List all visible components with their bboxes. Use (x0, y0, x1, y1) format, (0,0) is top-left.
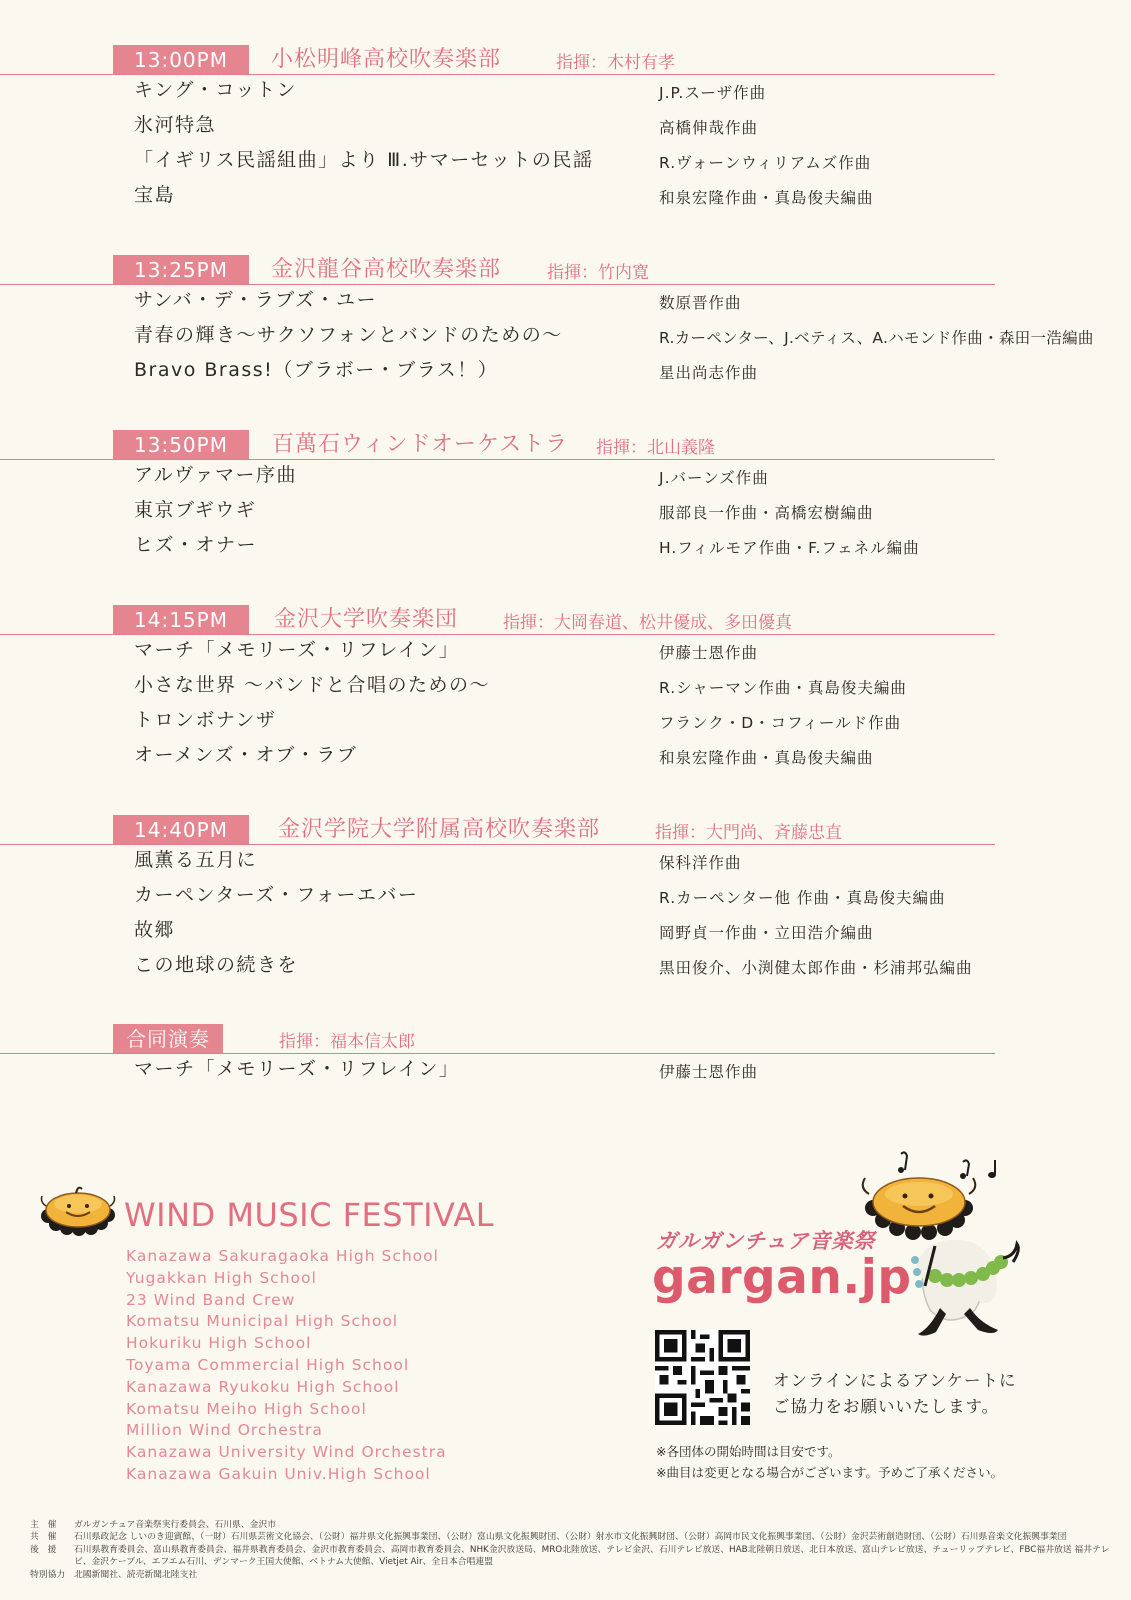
piece-title: この地球の続きを (134, 954, 299, 976)
piece-title: トロンボナンザ (134, 709, 277, 731)
piece-composer: 高橋伸哉作曲 (659, 119, 759, 137)
school-item: Kanazawa Ryukoku High School (126, 1377, 400, 1396)
band-name: 金沢大学吹奏楽団 (274, 607, 459, 632)
piece-composer: 黒田俊介、小渕健太郎作曲・杉浦邦弘編曲 (659, 959, 973, 977)
school-item: 23 Wind Band Crew (126, 1290, 296, 1309)
time-badge: 13:00PM (113, 45, 249, 74)
conductor: 指揮：大岡春道、松井優成、多田優真 (503, 613, 792, 633)
credit-label: 後 援 (30, 1544, 57, 1555)
program-section (0, 1024, 1000, 1089)
time-badge: 14:40PM (113, 815, 249, 844)
piece-title: 氷河特急 (134, 114, 217, 136)
piece-title: 故郷 (134, 919, 176, 941)
qr-code-icon[interactable] (655, 1330, 750, 1425)
mascot-illustration-icon (855, 1150, 1035, 1345)
piece-row (0, 530, 1000, 565)
piece-composer: R.カーペンター、J.ベティス、A.ハモンド作曲・森田一浩編曲 (659, 329, 1094, 347)
school-item: Kanazawa Sakuragaoka High School (126, 1247, 439, 1265)
piece-composer: H.フィルモア作曲・F.フェネル編曲 (659, 539, 920, 557)
piece-title: アルヴァマー序曲 (134, 464, 298, 486)
time-badge: 13:50PM (113, 430, 249, 459)
piece-row (0, 740, 1000, 775)
notes (656, 1441, 1003, 1483)
time-badge: 13:25PM (113, 255, 249, 284)
piece-row (0, 915, 1000, 950)
time-badge: 14:15PM (113, 605, 249, 634)
piece-title: ヒズ・オナー (134, 534, 258, 556)
piece-composer: 和泉宏隆作曲・真島俊夫編曲 (659, 189, 874, 207)
program-section (0, 815, 1000, 985)
piece-row (0, 705, 1000, 740)
piece-composer: R.シャーマン作曲・真島俊夫編曲 (659, 679, 907, 697)
piece-row (0, 1054, 1000, 1089)
piece-row (0, 495, 1000, 530)
piece-list (0, 285, 1094, 390)
piece-title: 青春の輝き〜サクソフォンとバンドのための〜 (134, 324, 563, 346)
survey-line: ご協力をお願いいたします。 (773, 1397, 1000, 1416)
piece-composer: J.P.スーザ作曲 (659, 84, 767, 102)
piece-composer: 和泉宏隆作曲・真島俊夫編曲 (659, 749, 874, 767)
note-line: ※曲目は変更となる場合がございます。予めご了承ください。 (656, 1465, 1003, 1480)
piece-row (0, 285, 1000, 320)
credits (30, 1519, 1110, 1581)
piece-title: Bravo Brass!（ブラボー・ブラス！） (134, 359, 499, 381)
piece-title: 東京ブギウギ (134, 499, 257, 521)
piece-row (0, 180, 1000, 215)
piece-row (0, 845, 1000, 880)
piece-title: 宝島 (134, 184, 176, 206)
band-name: 百萬石ウィンドオーケストラ (272, 432, 569, 457)
conductor: 指揮：北山義隆 (596, 438, 715, 458)
piece-title: サンバ・デ・ラブズ・ユー (134, 289, 377, 311)
band-name: 小松明峰高校吹奏楽部 (271, 47, 502, 72)
piece-composer: 数原晋作曲 (659, 294, 742, 312)
credit-value: 石川県政記念 しいのき迎賓館、（一財）石川県芸術文化協会、（公財）福井県文化振興事業団、（公財）富山県文化振興財団、（公財）射水市文化振興財団、（公財）高岡市民文化振興事業団、（公財）金沢芸術創造財団、（公財）石川県音楽文化振興事業団 (74, 1532, 1067, 1543)
piece-composer: R.ヴォーンウィリアムズ作曲 (659, 154, 872, 172)
piece-composer: 岡野貞一作曲・立田浩介編曲 (659, 924, 874, 942)
piece-composer: 伊藤士恩作曲 (659, 1063, 759, 1081)
conductor: 指揮：木村有孝 (556, 53, 675, 73)
website-link[interactable]: gargan.jp (652, 1250, 912, 1305)
piece-composer: 伊藤士恩作曲 (659, 644, 759, 662)
piece-row (0, 75, 1000, 110)
piece-title: 風薫る五月に (134, 849, 258, 871)
piece-composer: 服部良一作曲・高橋宏樹編曲 (659, 504, 874, 522)
conductor: 指揮：大門尚、斉藤忠直 (655, 823, 842, 843)
conductor: 指揮：竹内寛 (547, 263, 649, 283)
piece-row (0, 880, 1000, 915)
piece-row (0, 670, 1000, 705)
program-section (0, 605, 1000, 775)
conductor: 指揮：福本信太郎 (279, 1032, 415, 1052)
piece-row (0, 460, 1000, 495)
credit-value: ガルガンチュア音楽祭実行委員会、石川県、金沢市 (74, 1520, 277, 1530)
festival-logotype: ガルガンチュア音楽祭 (656, 1229, 876, 1253)
piece-title: カーペンターズ・フォーエバー (134, 884, 419, 906)
piece-row (0, 635, 1000, 670)
section-badge: 合同演奏 (113, 1024, 223, 1053)
note-line: ※各団体の開始時間は目安です。 (656, 1444, 841, 1459)
credit-row (30, 1544, 1110, 1569)
band-name: 金沢龍谷高校吹奏楽部 (271, 257, 502, 282)
program-section (0, 430, 1000, 565)
piece-title: 「イギリス民謡組曲」より Ⅲ.サマーセットの民謡 (134, 149, 594, 171)
school-item: Hokuriku High School (126, 1334, 312, 1353)
credit-value: 北國新聞社、読売新聞北陸支社 (74, 1569, 198, 1580)
band-name: 金沢学院大学附属高校吹奏楽部 (278, 817, 601, 842)
program-section (0, 45, 1000, 215)
piece-list (0, 75, 1000, 215)
school-item: Komatsu Meiho High School (126, 1399, 367, 1418)
credit-row (30, 1569, 1110, 1581)
piece-composer: 保科洋作曲 (659, 854, 742, 872)
credit-value: 石川県教育委員会、富山県教育委員会、福井県教育委員会、金沢市教育委員会、高岡市教育委員会、NHK金沢放送局、MRO北陸放送、テレビ金沢、石川テレビ放送、HAB北陸朝日放送、北日本放送、富山テレビ放送、チューリップテレビ、FBC福井放送 福井テレビ、金沢ケーブル、エフエム石川、デンマーク王国大使館、ベトナム大使館、Vietjet Air、全日本合唱連盟 (74, 1544, 1110, 1568)
piece-list (0, 635, 1000, 775)
piece-row (0, 110, 1000, 145)
piece-title: マーチ「メモリーズ・リフレイン」 (134, 1058, 460, 1080)
school-item: Komatsu Municipal High School (126, 1312, 399, 1331)
school-list (126, 1246, 447, 1486)
program-section (0, 255, 1094, 390)
school-item: Kanazawa University Wind Orchestra (126, 1443, 447, 1462)
piece-list (0, 845, 1000, 985)
credit-row (30, 1531, 1110, 1543)
piece-composer: J.バーンズ作曲 (659, 469, 769, 487)
piece-composer: R.カーペンター他 作曲・真島俊夫編曲 (659, 889, 946, 907)
piece-row (0, 145, 1000, 180)
survey-text (773, 1368, 1017, 1420)
school-item: Kanazawa Gakuin Univ.High School (126, 1464, 431, 1483)
piece-title: マーチ「メモリーズ・リフレイン」 (134, 639, 460, 661)
piece-composer: 星出尚志作曲 (659, 364, 759, 382)
piece-title: オーメンズ・オブ・ラブ (134, 744, 358, 766)
school-item: Yugakkan High School (126, 1268, 317, 1287)
piece-title: 小さな世界 〜バンドと合唱のための〜 (134, 674, 491, 696)
piece-row (0, 355, 1000, 390)
piece-row (0, 320, 1094, 355)
piece-list (0, 460, 1000, 565)
piece-list (0, 1054, 1000, 1089)
credit-label: 特別協力 (30, 1569, 66, 1580)
credit-label: 主 催 (30, 1520, 57, 1530)
credit-label: 共 催 (30, 1532, 57, 1543)
survey-line: オンラインによるアンケートに (773, 1371, 1017, 1390)
credit-row (30, 1519, 1110, 1531)
piece-row (0, 950, 1000, 985)
school-item: Million Wind Orchestra (126, 1421, 323, 1440)
school-item: Toyama Commercial High School (126, 1355, 410, 1374)
festival-title: WIND MUSIC FESTIVAL (124, 1196, 495, 1234)
piece-title: キング・コットン (134, 79, 298, 101)
piece-composer: フランク・D・コフィールド作曲 (659, 714, 902, 732)
mascot-logo-icon (36, 1176, 118, 1244)
